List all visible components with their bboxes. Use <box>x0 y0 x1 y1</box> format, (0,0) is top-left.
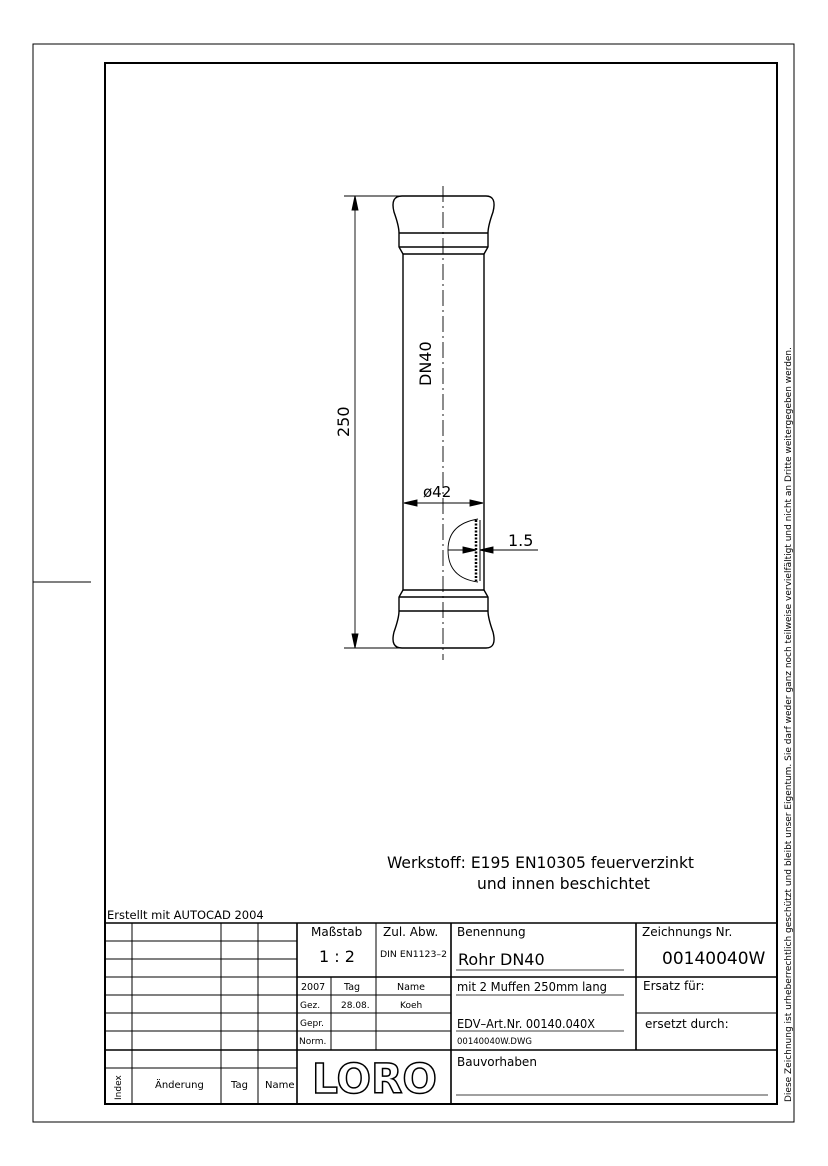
material-line-2: und innen beschichtet <box>477 874 650 893</box>
wall-thickness-label: 1.5 <box>508 531 534 550</box>
name-value: Rohr DN40 <box>458 950 545 969</box>
person-header: Name <box>397 982 426 993</box>
revision-day-header: Tag <box>231 1080 248 1091</box>
year-cell: 2007 <box>301 982 326 993</box>
name-header: Benennung <box>457 925 526 939</box>
dwg-file: 00140040W.DWG <box>457 1037 532 1047</box>
length-dimension-label: 250 <box>334 406 353 437</box>
drawing-number-header: Zeichnungs Nr. <box>642 925 733 939</box>
company-logo: LORO <box>312 1055 437 1103</box>
revision-index-header: Index <box>114 1075 124 1100</box>
replaced-by-label: ersetzt durch: <box>645 1017 729 1031</box>
drawn-label: Gez. <box>300 1001 321 1011</box>
scale-value: 1 : 2 <box>319 947 355 966</box>
wall-thickness-detail <box>448 519 538 582</box>
copyright-note: Diese Zeichnung ist urheberrechtlich geschützt und bleibt unser Eigentum. Sie darf weder ganz noch teilweise vervielfältigt und nicht an Dritte weitergegeben werden. <box>784 380 794 1102</box>
pipe-drawing <box>393 196 494 648</box>
revision-name-header: Name <box>265 1080 295 1091</box>
drawn-day: 28.08. <box>341 1001 370 1011</box>
pipe-size-label: DN40 <box>416 341 435 386</box>
pipe-bottom-socket <box>393 590 494 648</box>
created-with-note: Erstellt mit AUTOCAD 2004 <box>107 908 264 922</box>
revision-change-header: Änderung <box>155 1080 204 1091</box>
drawn-name: Koeh <box>400 1001 423 1011</box>
replaces-label: Ersatz für: <box>643 979 705 993</box>
pipe-top-socket <box>393 196 494 254</box>
checked-label: Gepr. <box>300 1019 324 1029</box>
description: mit 2 Muffen 250mm lang <box>457 980 607 994</box>
norm-label: Norm. <box>299 1037 327 1047</box>
day-header: Tag <box>344 982 361 993</box>
tolerance-value: DIN EN1123–2 <box>380 950 447 960</box>
tolerance-header: Zul. Abw. <box>383 925 439 939</box>
drawing-frame <box>105 63 777 1104</box>
project-label: Bauvorhaben <box>457 1055 537 1069</box>
drawing-number-value: 00140040W <box>662 949 766 969</box>
material-line-1: Werkstoff: E195 EN10305 feuerverzinkt <box>387 853 694 872</box>
diameter-dimension-label: ø42 <box>423 483 452 501</box>
scale-header: Maßstab <box>311 925 363 939</box>
edp-number: EDV–Art.Nr. 00140.040X <box>457 1017 595 1031</box>
